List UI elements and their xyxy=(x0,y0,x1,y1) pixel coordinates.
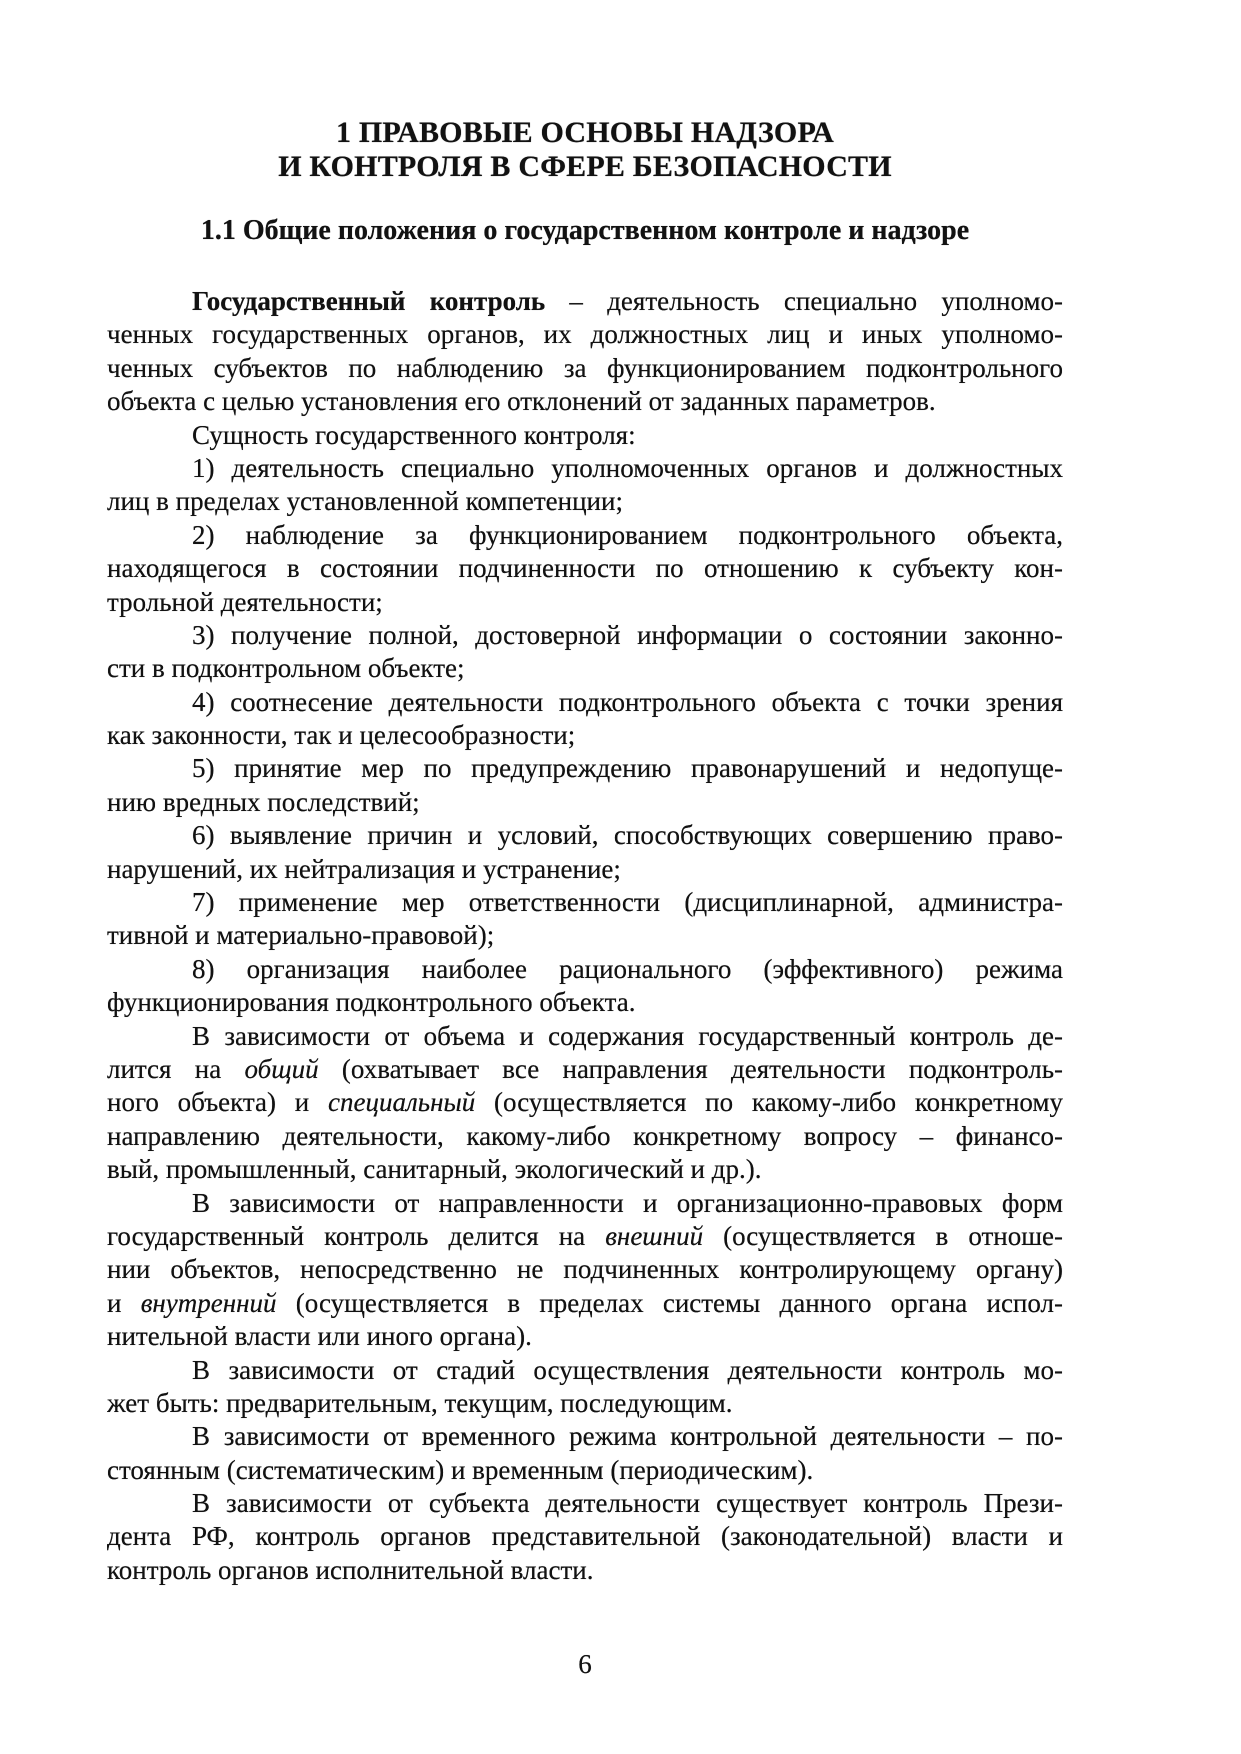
text-line: лится на общий (охватывает все направления деятельности подконтроль- xyxy=(107,1053,1063,1084)
text-line: объекта с целью установления его отклонений от заданных параметров. xyxy=(107,386,936,417)
text-line: жет быть: предварительным, текущим, последующим. xyxy=(107,1387,733,1418)
text-line: 6) выявление причин и условий, способствующих совершению право- xyxy=(192,820,1063,851)
text-line: нительной власти или иного органа). xyxy=(107,1321,532,1352)
text-line: дента РФ, контроль органов представительной (законодательной) власти и xyxy=(107,1521,1063,1552)
text-line: 1) деятельность специально уполномоченных органов и должностных xyxy=(192,452,1063,483)
text-line: нарушений, их нейтрализация и устранение; xyxy=(107,853,621,884)
text-line: нии объектов, непосредственно не подчиненных контролирующему органу) xyxy=(107,1254,1063,1285)
text-line: вый, промышленный, санитарный, экологический и др.). xyxy=(107,1154,762,1185)
text-line: стоянным (систематическим) и временным (периодическим). xyxy=(107,1454,814,1485)
text-line: направлению деятельности, какому-либо конкретному вопросу – финансо- xyxy=(107,1120,1063,1151)
text-line: ченных государственных органов, их должностных лиц и иных уполномо- xyxy=(107,319,1063,350)
text-block xyxy=(107,116,1063,1681)
paragraph xyxy=(107,452,1063,519)
text-line: Сущность государственного контроля: xyxy=(192,419,636,450)
paragraph xyxy=(107,1420,1063,1487)
paragraph xyxy=(107,953,1063,1020)
paragraph xyxy=(107,752,1063,819)
paragraph xyxy=(107,1020,1063,1187)
chapter-title-line-1: 1 ПРАВОВЫЕ ОСНОВЫ НАДЗОРА xyxy=(335,116,835,149)
text-line: В зависимости от направленности и организационно-правовых форм xyxy=(192,1187,1063,1218)
text-line: трольной деятельности; xyxy=(107,586,383,617)
text-line: 3) получение полной, достоверной информации о состоянии законно- xyxy=(192,619,1063,650)
text-line: и внутренний (осуществляется в пределах системы данного органа испол- xyxy=(107,1287,1063,1318)
paragraph xyxy=(107,519,1063,619)
paragraph xyxy=(107,886,1063,953)
text-line: как законности, так и целесообразности; xyxy=(107,720,576,751)
section-heading: 1.1 Общие положения о государственном контроле и надзоре xyxy=(200,215,970,246)
text-line: Государственный контроль – деятельность специально уполномо- xyxy=(192,286,1063,316)
paragraph xyxy=(107,285,1063,419)
text-line: 7) применение мер ответственности (дисциплинарной, администра- xyxy=(192,887,1063,918)
text-line: лиц в пределах установленной компетенции; xyxy=(107,486,623,517)
text-line: 2) наблюдение за функционированием подконтрольного объекта, xyxy=(192,519,1063,550)
text-line: тивной и материально-правовой); xyxy=(107,920,495,951)
text-line: ного объекта) и специальный (осуществляется по какому-либо конкретному xyxy=(107,1087,1063,1118)
chapter-title xyxy=(107,116,1063,184)
paragraph xyxy=(107,686,1063,753)
text-line: сти в подконтрольном объекте; xyxy=(107,653,465,684)
text-line: функционирования подконтрольного объекта. xyxy=(107,987,636,1018)
paragraph xyxy=(107,419,1063,452)
text-line: В зависимости от объема и содержания государственный контроль де- xyxy=(192,1020,1063,1051)
paragraph xyxy=(107,1354,1063,1421)
paragraph xyxy=(107,819,1063,886)
italic-term: специальный xyxy=(328,1087,476,1118)
text-line: государственный контроль делится на внешний (осуществляется в отноше- xyxy=(107,1220,1063,1251)
paragraph xyxy=(107,1187,1063,1354)
text-line: В зависимости от временного режима контрольной деятельности – по- xyxy=(192,1421,1063,1452)
text-line: контроль органов исполнительной власти. xyxy=(107,1554,594,1585)
text-line: 5) принятие мер по предупреждению правонарушений и недопуще- xyxy=(192,753,1063,784)
text-line: 4) соотнесение деятельности подконтрольного объекта с точки зрения xyxy=(192,686,1063,717)
paragraph xyxy=(107,1487,1063,1587)
paragraph xyxy=(107,619,1063,686)
italic-term: общий xyxy=(244,1053,319,1084)
page-number: 6 xyxy=(578,1649,592,1680)
chapter-title-line-2: И КОНТРОЛЯ В СФЕРЕ БЕЗОПАСНОСТИ xyxy=(278,150,892,183)
italic-term: внутренний xyxy=(140,1287,277,1318)
text-line: В зависимости от стадий осуществления деятельности контроль мо- xyxy=(192,1354,1063,1385)
bold-term: Государственный контроль xyxy=(192,286,546,316)
text-line: В зависимости от субъекта деятельности существует контроль Прези- xyxy=(192,1488,1063,1519)
text-line: ченных субъектов по наблюдению за функционированием подконтрольного xyxy=(107,352,1063,383)
text-line: находящегося в состоянии подчиненности по отношению к субъекту кон- xyxy=(107,553,1063,584)
body-text xyxy=(107,285,1063,1587)
text-line: нию вредных последствий; xyxy=(107,786,420,817)
italic-term: внешний xyxy=(605,1220,704,1251)
text-line: 8) организация наиболее рационального (эффективного) режима xyxy=(192,953,1063,984)
